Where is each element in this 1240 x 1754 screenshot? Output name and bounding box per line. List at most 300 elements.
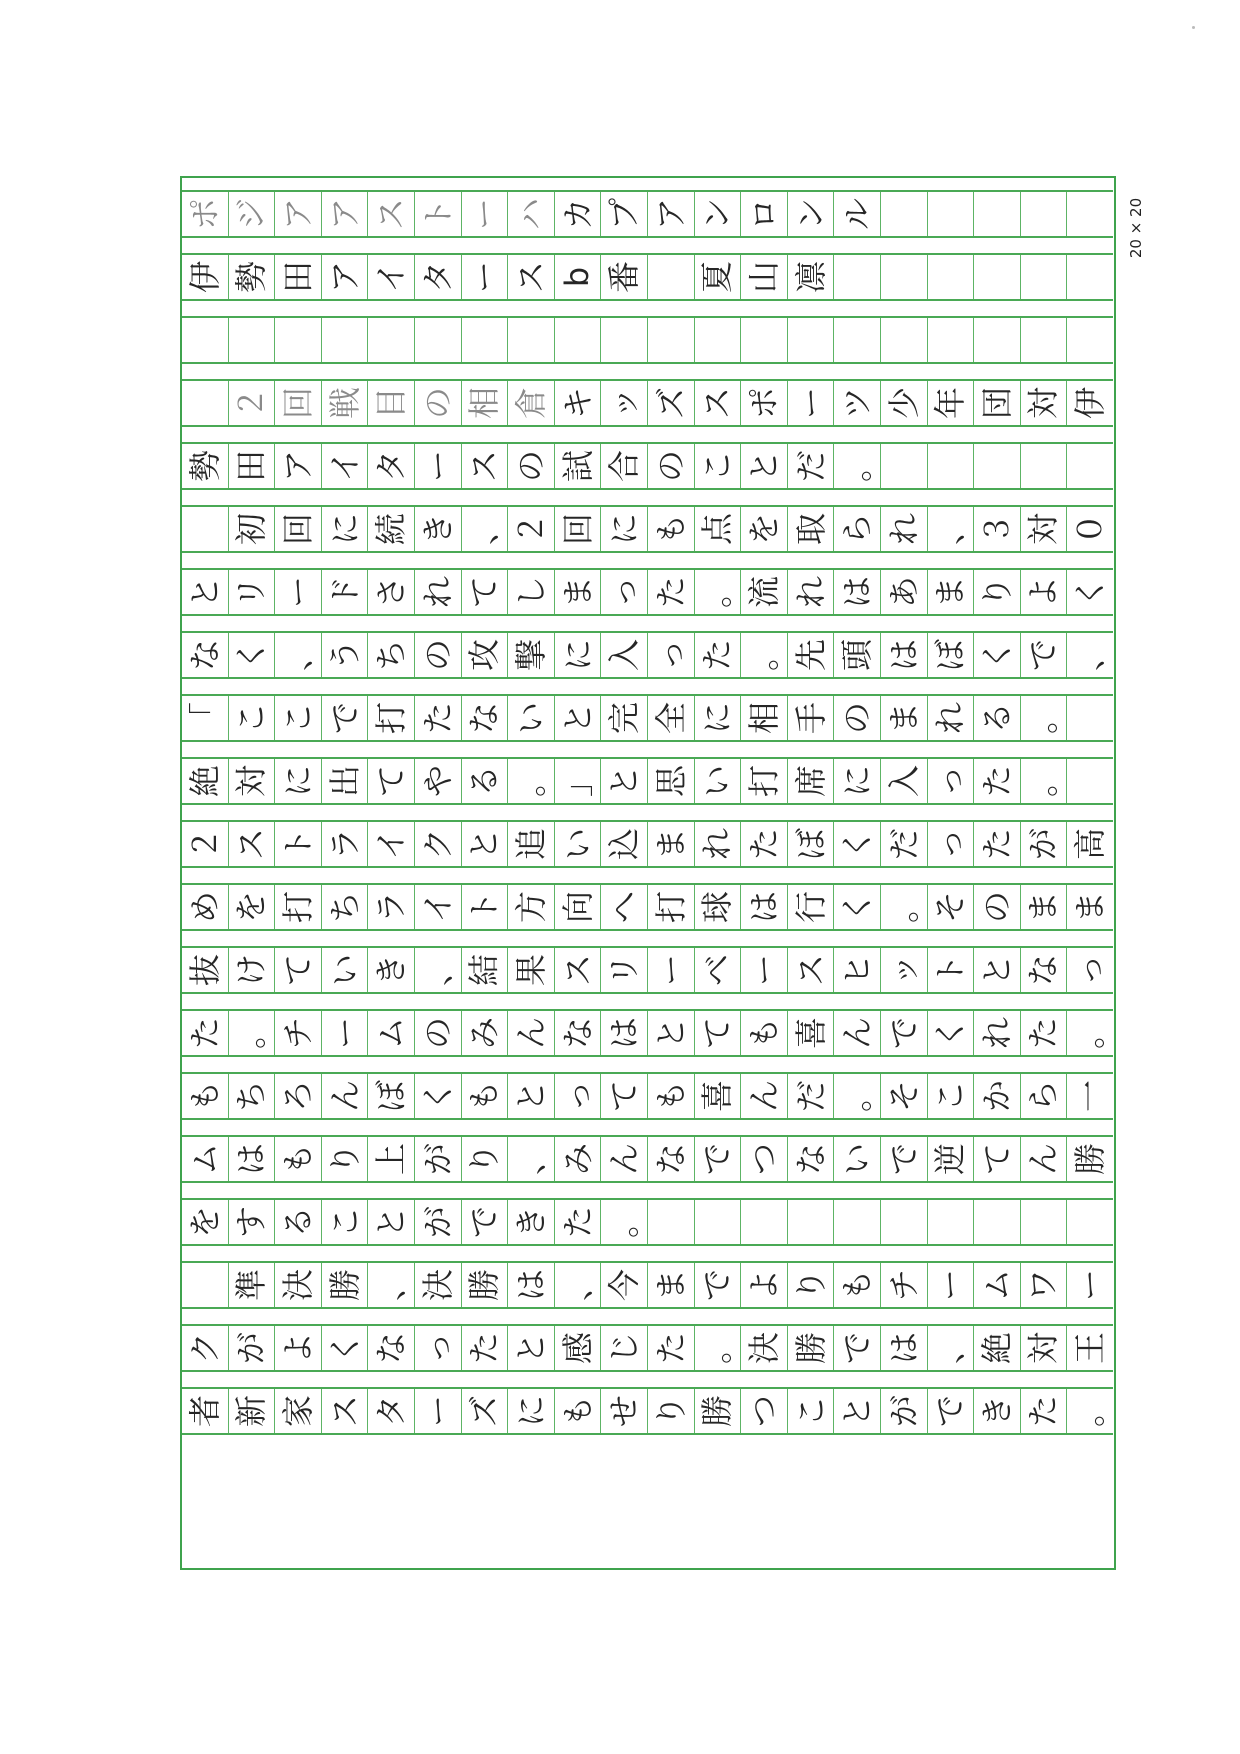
handwritten-character: た	[185, 1016, 224, 1050]
grid-row	[182, 505, 1113, 553]
grid-cell	[928, 381, 975, 425]
manuscript-grid	[180, 176, 1116, 1570]
handwritten-character: ま	[1024, 890, 1063, 924]
handwritten-character: 回	[278, 386, 317, 420]
handwritten-character: へ	[605, 890, 644, 924]
handwritten-character: 一	[1071, 1079, 1110, 1113]
handwritten-character: タ	[418, 260, 457, 294]
grid-cell	[1021, 822, 1068, 866]
handwritten-character: ッ	[605, 386, 644, 420]
grid-cell	[368, 444, 415, 488]
grid-cell	[1021, 255, 1068, 299]
grid-cell	[741, 570, 788, 614]
handwritten-character: ハ	[511, 197, 550, 231]
handwritten-character: 続	[372, 512, 411, 546]
grid-cell	[881, 255, 928, 299]
handwritten-character: こ	[698, 449, 737, 483]
grid-cell	[508, 444, 555, 488]
handwritten-character: れ	[931, 701, 970, 735]
handwritten-character: 。	[698, 1331, 737, 1365]
grid-cell	[368, 822, 415, 866]
handwritten-character: 出	[325, 764, 364, 798]
grid-row	[182, 1261, 1113, 1309]
handwritten-character: 抜	[185, 953, 224, 987]
grid-cell	[415, 1137, 462, 1181]
grid-cell	[275, 507, 322, 551]
handwritten-character: ん	[605, 1142, 644, 1176]
grid-cell	[695, 633, 742, 677]
grid-cell	[1021, 948, 1068, 992]
grid-cell	[928, 1011, 975, 1055]
handwritten-character: ー	[278, 575, 317, 609]
grid-cell	[275, 759, 322, 803]
grid-cell	[555, 1011, 602, 1055]
handwritten-character: カ	[558, 197, 597, 231]
handwritten-character: つ	[744, 1394, 783, 1428]
handwritten-character: よ	[1024, 575, 1063, 609]
handwritten-character: こ	[232, 701, 271, 735]
handwritten-character: 、	[278, 638, 317, 672]
handwritten-character: よ	[744, 1268, 783, 1302]
grid-cell	[741, 444, 788, 488]
handwritten-character: ぼ	[372, 1079, 411, 1113]
grid-cell	[1067, 318, 1113, 362]
handwritten-character: を	[185, 1205, 224, 1239]
handwritten-character: だ	[884, 827, 923, 861]
grid-cell	[648, 633, 695, 677]
grid-cell	[974, 318, 1021, 362]
grid-cell	[928, 948, 975, 992]
grid-cell	[415, 255, 462, 299]
handwritten-character: っ	[558, 1079, 597, 1113]
handwritten-character: い	[698, 764, 737, 798]
grid-cell	[834, 1263, 881, 1307]
grid-cell	[741, 1074, 788, 1118]
handwritten-character: ー	[465, 197, 504, 231]
grid-cell	[508, 696, 555, 740]
handwritten-character: れ	[884, 512, 923, 546]
grid-cell	[368, 192, 415, 236]
grid-cell	[508, 1200, 555, 1244]
grid-cell	[508, 1074, 555, 1118]
grid-row	[182, 757, 1113, 805]
handwritten-character: ワ	[1024, 1268, 1063, 1302]
grid-cell	[834, 1200, 881, 1244]
handwritten-character: 球	[698, 890, 737, 924]
handwritten-character: っ	[605, 575, 644, 609]
handwritten-character: た	[651, 1331, 690, 1365]
handwritten-character: 取	[791, 512, 830, 546]
grid-cell	[415, 633, 462, 677]
handwritten-character: ム	[372, 1016, 411, 1050]
grid-row	[182, 820, 1113, 868]
grid-cell	[415, 885, 462, 929]
grid-cell	[974, 1137, 1021, 1181]
handwritten-character: ち	[325, 890, 364, 924]
handwritten-character: 田	[278, 260, 317, 294]
grid-cell	[974, 507, 1021, 551]
handwritten-character: い	[325, 953, 364, 987]
handwritten-character: な	[185, 638, 224, 672]
grid-cell	[601, 885, 648, 929]
grid-cell	[229, 318, 276, 362]
grid-cell	[928, 1137, 975, 1181]
handwritten-character: で	[884, 1016, 923, 1050]
grid-row	[182, 946, 1113, 994]
handwritten-character: ラ	[325, 827, 364, 861]
grid-cell	[695, 1326, 742, 1370]
grid-cell	[834, 885, 881, 929]
grid-cell	[555, 822, 602, 866]
handwritten-character: か	[977, 1079, 1016, 1113]
handwritten-character: っ	[931, 827, 970, 861]
handwritten-character: 頭	[838, 638, 877, 672]
grid-cell	[555, 444, 602, 488]
handwritten-character: 対	[1024, 386, 1063, 420]
handwritten-character: と	[651, 1016, 690, 1050]
handwritten-character: の	[418, 638, 457, 672]
grid-cell	[508, 885, 555, 929]
handwritten-character: チ	[278, 1016, 317, 1050]
handwritten-character: は	[511, 1268, 550, 1302]
grid-cell	[182, 1263, 229, 1307]
grid-cell	[275, 633, 322, 677]
grid-cell	[788, 759, 835, 803]
handwritten-character: 倉	[511, 386, 550, 420]
grid-cell	[462, 1200, 509, 1244]
grid-cell	[974, 1200, 1021, 1244]
grid-cell	[648, 255, 695, 299]
grid-cell	[974, 255, 1021, 299]
grid-cell	[741, 885, 788, 929]
grid-cell	[368, 1011, 415, 1055]
grid-cell	[462, 444, 509, 488]
grid-cell	[1067, 696, 1113, 740]
grid-cell	[928, 318, 975, 362]
handwritten-character: も	[744, 1016, 783, 1050]
grid-cell	[555, 948, 602, 992]
handwritten-character: 追	[511, 827, 550, 861]
grid-cell	[834, 255, 881, 299]
grid-cell	[601, 318, 648, 362]
grid-cell	[322, 633, 369, 677]
handwritten-character: 伊	[185, 260, 224, 294]
grid-cell	[229, 192, 276, 236]
grid-cell	[881, 1074, 928, 1118]
handwritten-character: や	[418, 764, 457, 798]
handwritten-character: 者	[185, 1394, 224, 1428]
grid-cell	[834, 444, 881, 488]
grid-cell	[648, 1326, 695, 1370]
grid-cell	[322, 192, 369, 236]
handwritten-character: 今	[605, 1268, 644, 1302]
grid-cell	[508, 633, 555, 677]
handwritten-character: っ	[1071, 953, 1110, 987]
handwritten-character: ズ	[465, 1394, 504, 1428]
handwritten-character: も	[278, 1142, 317, 1176]
handwritten-character: ク	[418, 827, 457, 861]
grid-cell	[695, 1011, 742, 1055]
handwritten-character: 準	[232, 1268, 271, 1302]
grid-cell	[695, 444, 742, 488]
grid-cell	[1021, 633, 1068, 677]
grid-cell	[648, 822, 695, 866]
handwritten-character: で	[931, 1394, 970, 1428]
grid-cell	[229, 696, 276, 740]
handwritten-character: が	[884, 1394, 923, 1428]
grid-cell	[1067, 1263, 1113, 1307]
grid-cell	[974, 1263, 1021, 1307]
grid-cell	[322, 318, 369, 362]
grid-cell	[229, 633, 276, 677]
paper-speck	[1192, 26, 1195, 29]
grid-cell	[741, 192, 788, 236]
handwritten-character: っ	[651, 638, 690, 672]
handwritten-character: み	[465, 1016, 504, 1050]
grid-cell	[1067, 885, 1113, 929]
grid-cell	[508, 948, 555, 992]
grid-cell	[462, 633, 509, 677]
handwritten-character: 完	[605, 701, 644, 735]
handwritten-character: い	[511, 701, 550, 735]
grid-cell	[928, 822, 975, 866]
handwritten-character: 、	[511, 1142, 550, 1176]
handwritten-character: は	[884, 1331, 923, 1365]
handwritten-character: た	[651, 575, 690, 609]
grid-cell	[415, 1389, 462, 1433]
grid-cell	[182, 696, 229, 740]
grid-cell	[508, 1011, 555, 1055]
grid-cell	[881, 1011, 928, 1055]
grid-cell	[881, 633, 928, 677]
grid-cell	[695, 318, 742, 362]
grid-row	[182, 442, 1113, 490]
handwritten-character: 合	[605, 449, 644, 483]
handwritten-character: が	[232, 1331, 271, 1365]
handwritten-character: だ	[791, 1079, 830, 1113]
grid-cell	[182, 1326, 229, 1370]
grid-cell	[322, 1389, 369, 1433]
grid-cell	[322, 1200, 369, 1244]
grid-cell	[974, 1074, 1021, 1118]
handwritten-character: 向	[558, 890, 597, 924]
grid-row	[182, 190, 1113, 238]
grid-cell	[928, 255, 975, 299]
grid-cell	[881, 948, 928, 992]
handwritten-character: ま	[931, 575, 970, 609]
grid-cell	[508, 318, 555, 362]
handwritten-character: い	[558, 827, 597, 861]
handwritten-character: 打	[651, 890, 690, 924]
grid-cell	[695, 192, 742, 236]
grid-cell	[974, 696, 1021, 740]
handwritten-character: み	[558, 1142, 597, 1176]
grid-cell	[788, 885, 835, 929]
grid-cell	[1021, 1263, 1068, 1307]
grid-cell	[182, 507, 229, 551]
grid-cell	[601, 192, 648, 236]
handwritten-character: で	[884, 1142, 923, 1176]
handwritten-character: た	[977, 764, 1016, 798]
grid-cell	[974, 885, 1021, 929]
handwritten-character: 田	[232, 449, 271, 483]
grid-cell	[275, 948, 322, 992]
grid-cell	[182, 444, 229, 488]
handwritten-character: 相	[744, 701, 783, 735]
handwritten-character: イ	[372, 827, 411, 861]
grid-cell	[648, 1200, 695, 1244]
grid-cell	[508, 1137, 555, 1181]
handwritten-character: き	[372, 953, 411, 987]
handwritten-character: ア	[278, 197, 317, 231]
grid-cell	[881, 1137, 928, 1181]
handwritten-character: ロ	[744, 197, 783, 231]
handwritten-character: ス	[232, 827, 271, 861]
grid-cell	[695, 759, 742, 803]
handwritten-character: キ	[558, 386, 597, 420]
grid-cell	[1067, 1326, 1113, 1370]
grid-cell	[275, 1326, 322, 1370]
handwritten-character: ト	[278, 827, 317, 861]
grid-cell	[1067, 381, 1113, 425]
grid-cell	[1067, 1389, 1113, 1433]
grid-cell	[1021, 192, 1068, 236]
grid-cell	[928, 192, 975, 236]
handwritten-character: 王	[1071, 1331, 1110, 1365]
grid-cell	[275, 822, 322, 866]
handwritten-character: く	[418, 1079, 457, 1113]
handwritten-character: て	[465, 575, 504, 609]
grid-cell	[1067, 1137, 1113, 1181]
handwritten-character: ろ	[278, 1079, 317, 1113]
grid-cell	[881, 507, 928, 551]
grid-cell	[275, 192, 322, 236]
handwritten-character: に	[511, 1394, 550, 1428]
handwritten-character: は	[232, 1142, 271, 1176]
grid-cell	[275, 696, 322, 740]
handwritten-character: 、	[1071, 638, 1110, 672]
handwritten-character: 勢	[232, 260, 271, 294]
handwritten-character: ス	[325, 1394, 364, 1428]
grid-cell	[555, 255, 602, 299]
handwritten-character: 。	[884, 890, 923, 924]
grid-cell	[508, 507, 555, 551]
grid-cell	[415, 1011, 462, 1055]
grid-cell	[182, 1074, 229, 1118]
grid-cell	[788, 1011, 835, 1055]
handwritten-character: ま	[1071, 890, 1110, 924]
grid-cell	[368, 633, 415, 677]
handwritten-character: ん	[325, 1079, 364, 1113]
handwritten-character: 喜	[791, 1016, 830, 1050]
grid-cell	[275, 1263, 322, 1307]
handwritten-character: く	[1071, 575, 1110, 609]
grid-cell	[182, 570, 229, 614]
handwritten-character: こ	[325, 1205, 364, 1239]
handwritten-character: ー	[651, 953, 690, 987]
grid-row	[182, 1072, 1113, 1120]
grid-cell	[1021, 885, 1068, 929]
handwritten-character: 相	[465, 386, 504, 420]
handwritten-character: と	[511, 1331, 550, 1365]
handwritten-character: で	[838, 1331, 877, 1365]
handwritten-character: ー	[744, 953, 783, 987]
grid-cell	[834, 759, 881, 803]
handwritten-character: さ	[372, 575, 411, 609]
handwritten-character: な	[558, 1016, 597, 1050]
grid-cell	[695, 696, 742, 740]
grid-cell	[695, 948, 742, 992]
grid-cell	[788, 1074, 835, 1118]
grid-cell	[415, 318, 462, 362]
handwritten-character: き	[977, 1394, 1016, 1428]
grid-cell	[695, 1200, 742, 1244]
grid-cell	[648, 444, 695, 488]
handwritten-character: じ	[605, 1331, 644, 1365]
handwritten-character: 」	[558, 764, 597, 798]
grid-cell	[182, 1137, 229, 1181]
grid-cell	[974, 759, 1021, 803]
grid-cell	[601, 1389, 648, 1433]
grid-cell	[881, 759, 928, 803]
grid-cell	[601, 1137, 648, 1181]
grid-cell	[229, 444, 276, 488]
handwritten-character: ア	[651, 197, 690, 231]
handwritten-character: ん	[1024, 1142, 1063, 1176]
handwritten-character: た	[418, 701, 457, 735]
grid-cell	[928, 759, 975, 803]
grid-cell	[974, 1326, 1021, 1370]
grid-cell	[1021, 1389, 1068, 1433]
handwritten-character: 対	[232, 764, 271, 798]
handwritten-character: 込	[605, 827, 644, 861]
grid-cell	[834, 1389, 881, 1433]
grid-cell	[834, 948, 881, 992]
handwritten-character: 試	[558, 449, 597, 483]
grid-cell	[368, 885, 415, 929]
handwritten-character: に	[698, 701, 737, 735]
handwritten-character: 。	[1071, 1016, 1110, 1050]
handwritten-character: 流	[744, 575, 783, 609]
handwritten-character: 目	[372, 386, 411, 420]
handwritten-character: ま	[651, 827, 690, 861]
handwritten-character: ん	[744, 1079, 783, 1113]
grid-cell	[1021, 1200, 1068, 1244]
grid-cell	[1067, 1011, 1113, 1055]
handwritten-character: り	[465, 1142, 504, 1176]
grid-cell	[555, 759, 602, 803]
grid-cell	[834, 822, 881, 866]
grid-cell	[741, 1011, 788, 1055]
grid-cell	[275, 570, 322, 614]
grid-cell	[648, 759, 695, 803]
grid-cell	[508, 759, 555, 803]
handwritten-character: そ	[884, 1079, 923, 1113]
grid-cell	[928, 507, 975, 551]
grid-cell	[1021, 696, 1068, 740]
grid-cell	[462, 255, 509, 299]
handwritten-character: 。	[1024, 764, 1063, 798]
grid-cell	[368, 381, 415, 425]
grid-cell	[928, 1326, 975, 1370]
handwritten-character: ぼ	[931, 638, 970, 672]
grid-cell	[368, 507, 415, 551]
handwritten-character: そ	[931, 890, 970, 924]
grid-cell	[508, 192, 555, 236]
handwritten-character: た	[977, 827, 1016, 861]
grid-row	[182, 568, 1113, 616]
handwritten-character: ス	[698, 386, 737, 420]
